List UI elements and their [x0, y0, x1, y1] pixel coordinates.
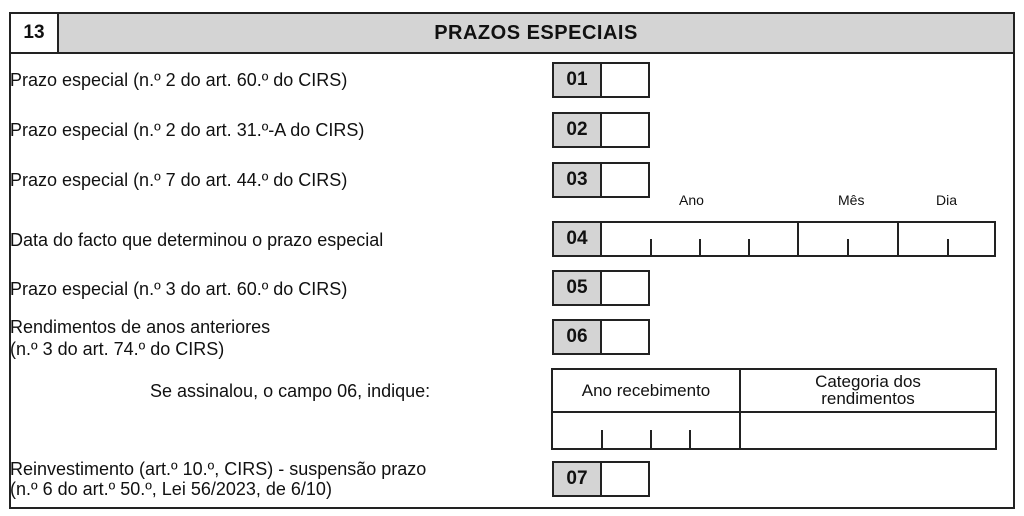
checkbox-03[interactable]: [600, 162, 650, 198]
digit-tick: [650, 239, 652, 255]
digit-tick: [847, 239, 849, 255]
row-01-label: Prazo especial (n.º 2 do art. 60.º do CIRS): [10, 70, 348, 90]
field-code-06: 06: [552, 319, 602, 355]
section-number: 13: [11, 14, 59, 52]
input-categoria-rendimentos[interactable]: [741, 413, 995, 448]
subtable-prompt: Se assinalou, o campo 06, indique:: [150, 381, 431, 401]
section-header: [11, 14, 1013, 54]
col-header-categoria-line1: Categoria dos: [815, 372, 921, 391]
digit-tick: [601, 430, 603, 448]
date-header-year: Ano: [679, 192, 704, 208]
subtable-06: [551, 368, 997, 450]
checkbox-07[interactable]: [600, 461, 650, 497]
checkbox-02[interactable]: [600, 112, 650, 148]
field-code-03: 03: [552, 162, 602, 198]
row-07-label-line2: (n.º 6 do art.º 50.º, Lei 56/2023, de 6/10): [10, 479, 332, 499]
row-07-label-line1: Reinvestimento (art.º 10.º, CIRS) - suspensão prazo: [10, 459, 427, 479]
checkbox-01[interactable]: [600, 62, 650, 98]
year-month-divider: [797, 223, 799, 255]
field-code-04: 04: [552, 221, 602, 257]
field-code-01: 01: [552, 62, 602, 98]
col-header-categoria-line2: rendimentos: [821, 389, 915, 408]
row-05-label: Prazo especial (n.º 3 do art. 60.º do CIRS): [10, 279, 348, 299]
checkbox-05[interactable]: [600, 270, 650, 306]
field-code-07: 07: [552, 461, 602, 497]
row-02-label: Prazo especial (n.º 2 do art. 31.º-A do CIRS): [10, 120, 365, 140]
checkbox-06[interactable]: [600, 319, 650, 355]
date-field-04[interactable]: [600, 221, 996, 257]
section-title: PRAZOS ESPECIAIS: [434, 22, 638, 44]
row-06-label-line2: (n.º 3 do art. 74.º do CIRS): [10, 339, 225, 359]
field-code-05: 05: [552, 270, 602, 306]
digit-tick: [748, 239, 750, 255]
input-ano-recebimento[interactable]: [553, 413, 739, 448]
digit-tick: [650, 430, 652, 448]
row-04-label: Data do facto que determinou o prazo especial: [10, 230, 384, 250]
row-06-label-line1: Rendimentos de anos anteriores: [10, 317, 271, 337]
digit-tick: [947, 239, 949, 255]
month-day-divider: [897, 223, 899, 255]
col-header-ano-recebimento: Ano recebimento: [581, 381, 711, 400]
digit-tick: [689, 430, 691, 448]
date-header-month: Mês: [838, 192, 865, 208]
field-code-02: 02: [552, 112, 602, 148]
digit-tick: [699, 239, 701, 255]
date-header-day: Dia: [936, 192, 958, 208]
col-header-categoria: [741, 373, 995, 407]
row-03-label: Prazo especial (n.º 7 do art. 44.º do CIRS): [10, 170, 348, 190]
